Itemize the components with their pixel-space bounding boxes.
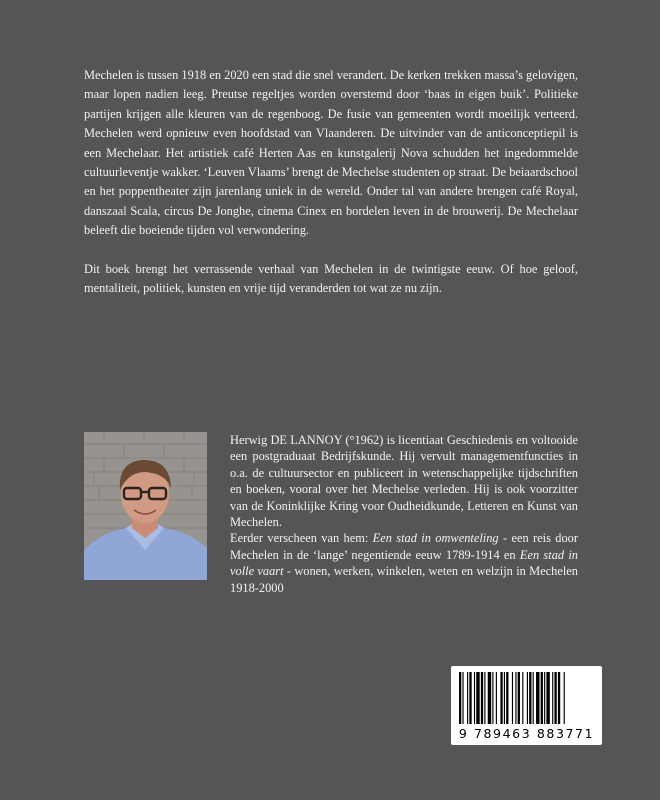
barcode-bar	[522, 672, 523, 724]
author-photo	[84, 432, 207, 580]
barcode-bar	[515, 672, 516, 724]
barcode-bar	[554, 672, 556, 724]
isbn-digits: 9 789463 883771	[458, 726, 595, 741]
barcode-bar	[558, 672, 560, 724]
book-title-2: Een stad in volle vaart	[230, 547, 578, 579]
bio-paragraph-1: Herwig DE LANNOY (°1962) is licentiaat Geschiedenis en voltooide een postgraduaat Bedrijfskunde. Hij vervult managementfuncties in o.a. de cultuursector en publiceert in wetenschappelijke tijdschriften en boeken, vooral over het Mechelse verleden. Hij is ook voorzitter van de Koninklijke Kring voor Oudheidkunde, Letteren en Kunst van Mechelen.	[230, 433, 578, 530]
barcode-bar	[492, 672, 493, 724]
isbn-barcode	[451, 666, 602, 745]
author-bio	[230, 432, 578, 596]
barcode-bar	[504, 672, 505, 724]
barcode-bar	[536, 672, 539, 724]
barcode-bar	[527, 672, 528, 724]
barcode-bar	[564, 672, 565, 724]
barcode-bar	[533, 672, 534, 724]
barcode-bar	[544, 672, 545, 724]
barcode-bar	[512, 672, 513, 724]
barcode-bar	[476, 672, 479, 724]
blurb-paragraph-1: Mechelen is tussen 1918 en 2020 een stad die snel verandert. De kerken trekken massa’s gelovigen, maar lopen nadien leeg. Preutse regeltjes worden overstemd door ‘baas in eigen buik’. Politieke partijen krijgen alle kleuren van de regenboog. De fusie van gemeenten wordt moeilijk verteerd. Mechelen werd opnieuw even hoofdstad van Vlaanderen. De uitvinder van de anticonceptiepil is een Mechelaar. Het artistiek café Herten Aas en kunstgalerij Nova schudden het ingedommelde cultuurleventje wakker. ‘Leuven Vlaams’ brengt de Mechelse studenten op straat. De beiaardschool en het poppentheater zijn jarenlang uniek in de wereld. Onder tal van andere brengen café Royal, danszaal Scala, circus De Jonghe, cinema Cinex en bordelen leven in de brouwerij. De Mechelaar beleeft die boeiende tijden vol verwondering.	[84, 68, 578, 238]
bio-end: - wonen, werken, winkelen, weten en welzijn in Mechelen 1918-2000	[230, 564, 578, 595]
book-title-1: Een stad in omwenteling	[372, 531, 499, 546]
blurb-paragraph-2: Dit boek brengt het verrassende verhaal van Mechelen in de twintigste eeuw. Of hoe geloof, mentaliteit, politiek, kunsten en vrije tijd veranderden tot wat ze nu zijn.	[84, 261, 578, 296]
barcode-bar	[529, 672, 531, 724]
barcode-bar	[459, 672, 461, 724]
barcode-bar	[546, 672, 549, 724]
barcode-bar	[484, 672, 485, 724]
barcode-bar	[552, 672, 553, 724]
bio-paragraph-2	[230, 530, 578, 596]
barcode-bar	[518, 672, 520, 724]
barcode-bar	[506, 672, 508, 724]
barcode-bar	[462, 672, 463, 724]
barcode-bars	[459, 672, 594, 724]
barcode-bar	[488, 672, 491, 724]
barcode-bar	[481, 672, 483, 724]
barcode-bar	[541, 672, 543, 724]
barcode-bar	[469, 672, 471, 724]
bio-middle: - een reis door Mechelen in de ‘lange’ negentiende eeuw 1789-1914 en	[230, 531, 578, 562]
barcode-bar	[474, 672, 475, 724]
back-cover-blurb	[84, 66, 578, 317]
barcode-bar	[496, 672, 497, 724]
bio-intro: Eerder verscheen van hem:	[230, 531, 373, 546]
barcode-bar	[500, 672, 502, 724]
barcode-bar	[467, 672, 468, 724]
